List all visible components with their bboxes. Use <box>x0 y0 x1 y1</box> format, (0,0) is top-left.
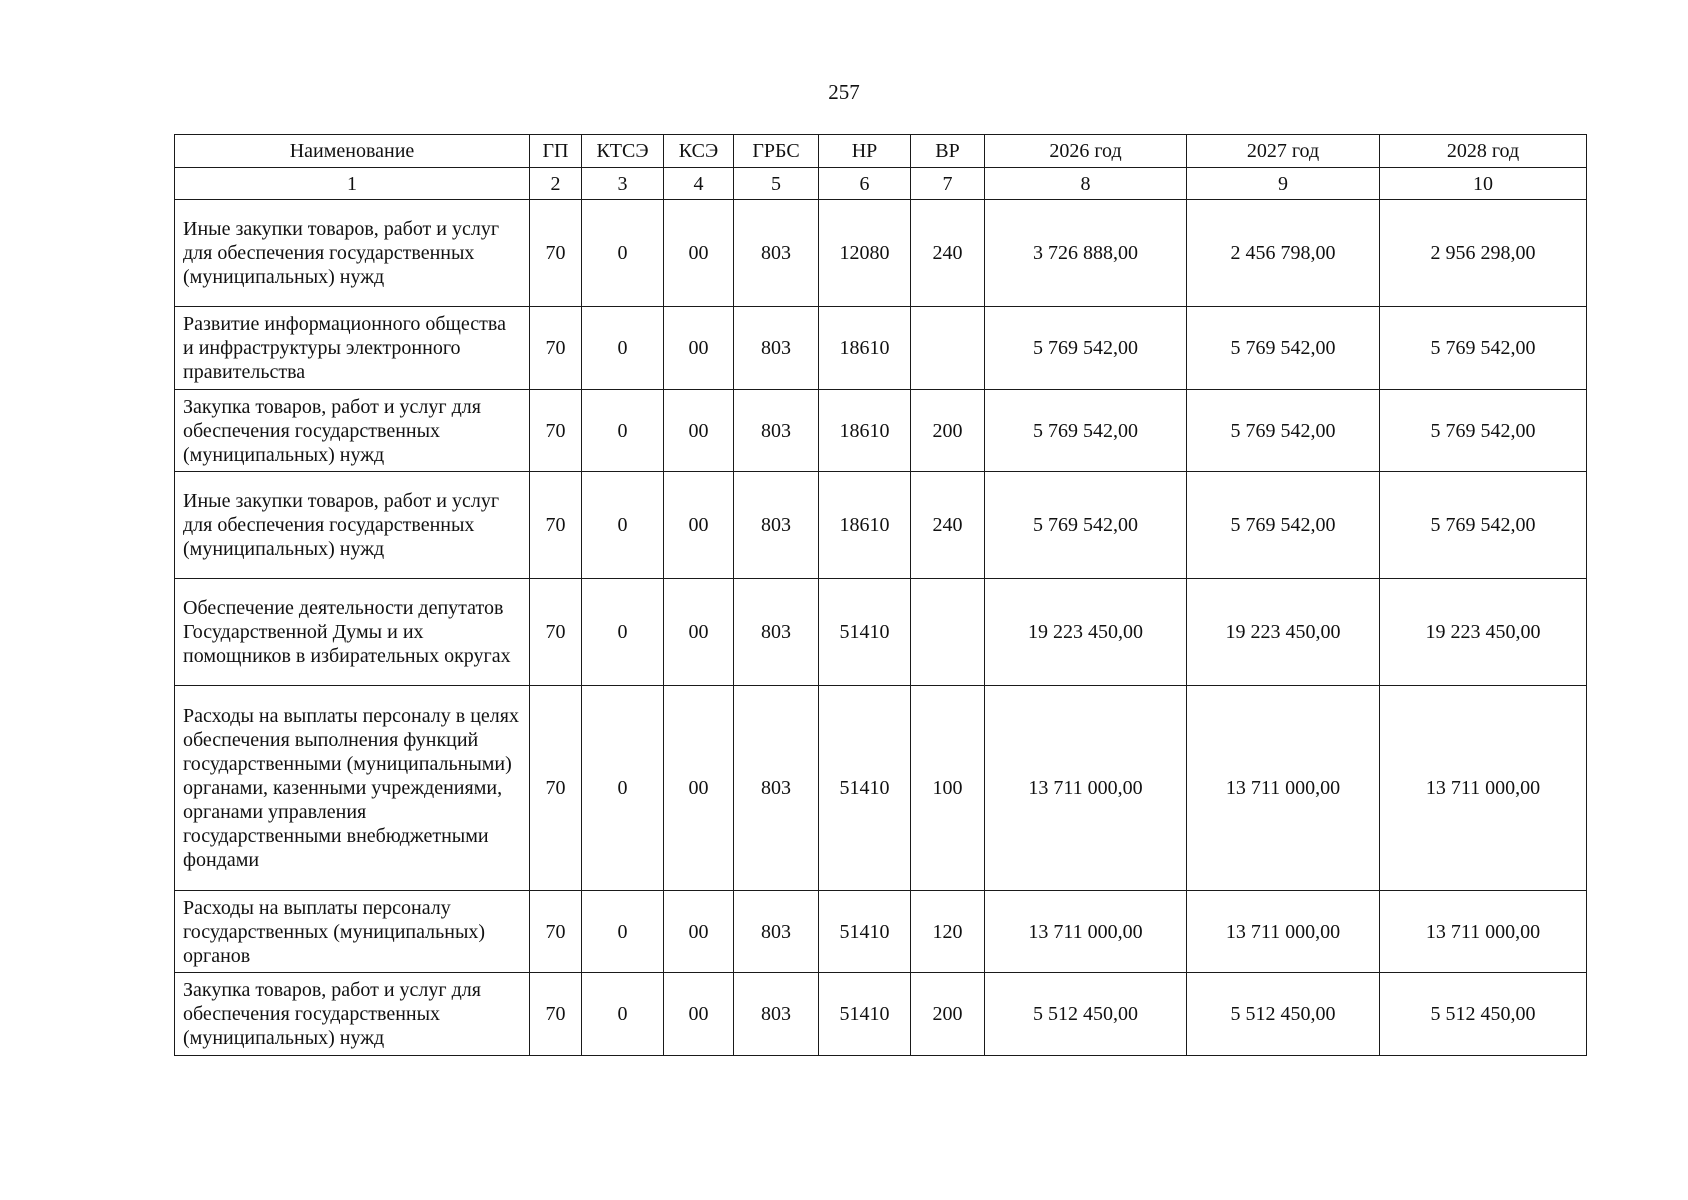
nr-cell: 12080 <box>819 200 911 307</box>
vr-cell <box>911 307 985 390</box>
nr-cell: 51410 <box>819 579 911 686</box>
column-number-cell: 10 <box>1380 168 1587 200</box>
grbs-cell: 803 <box>734 200 819 307</box>
column-number-cell: 4 <box>664 168 734 200</box>
table-row <box>175 200 1587 307</box>
grbs-cell: 803 <box>734 390 819 472</box>
header-cell-nr: НР <box>819 135 911 168</box>
amount-2027-cell: 2 456 798,00 <box>1187 200 1380 307</box>
table-row <box>175 579 1587 686</box>
amount-2028-cell: 5 512 450,00 <box>1380 973 1587 1056</box>
nr-cell: 18610 <box>819 307 911 390</box>
grbs-cell: 803 <box>734 973 819 1056</box>
nr-cell: 51410 <box>819 686 911 891</box>
vr-cell: 200 <box>911 390 985 472</box>
ktse-cell: 0 <box>582 307 664 390</box>
vr-cell <box>911 579 985 686</box>
column-number-cell: 2 <box>530 168 582 200</box>
column-number-cell: 9 <box>1187 168 1380 200</box>
amount-2026-cell: 13 711 000,00 <box>985 686 1187 891</box>
ktse-cell: 0 <box>582 579 664 686</box>
page-number: 257 <box>828 80 860 104</box>
header-cell-kse: КСЭ <box>664 135 734 168</box>
table-row <box>175 973 1587 1056</box>
gp-cell: 70 <box>530 472 582 579</box>
gp-cell: 70 <box>530 686 582 891</box>
column-number-cell: 6 <box>819 168 911 200</box>
row-name-cell: Закупка товаров, работ и услуг для обеспечения государственных (муниципальных) нужд <box>175 973 530 1056</box>
kse-cell: 00 <box>664 891 734 973</box>
amount-2027-cell: 13 711 000,00 <box>1187 891 1380 973</box>
kse-cell: 00 <box>664 579 734 686</box>
kse-cell: 00 <box>664 200 734 307</box>
vr-cell: 120 <box>911 891 985 973</box>
ktse-cell: 0 <box>582 973 664 1056</box>
column-number-cell: 8 <box>985 168 1187 200</box>
nr-cell: 18610 <box>819 390 911 472</box>
header-cell-2026: 2026 год <box>985 135 1187 168</box>
kse-cell: 00 <box>664 307 734 390</box>
budget-table <box>174 134 1587 1056</box>
amount-2026-cell: 13 711 000,00 <box>985 891 1187 973</box>
table-row <box>175 891 1587 973</box>
nr-cell: 51410 <box>819 973 911 1056</box>
amount-2026-cell: 5 769 542,00 <box>985 390 1187 472</box>
amount-2028-cell: 5 769 542,00 <box>1380 390 1587 472</box>
amount-2028-cell: 5 769 542,00 <box>1380 472 1587 579</box>
header-cell-gp: ГП <box>530 135 582 168</box>
row-name-cell: Развитие информационного общества и инфраструктуры электронного правительства <box>175 307 530 390</box>
kse-cell: 00 <box>664 472 734 579</box>
kse-cell: 00 <box>664 686 734 891</box>
ktse-cell: 0 <box>582 472 664 579</box>
grbs-cell: 803 <box>734 686 819 891</box>
row-name-cell: Расходы на выплаты персоналу в целях обеспечения выполнения функций государственными (муниципальными) органами, казенными учреждениями, органами управления государственными внебюджетными фондами <box>175 686 530 891</box>
amount-2026-cell: 5 512 450,00 <box>985 973 1187 1056</box>
row-name-cell: Расходы на выплаты персоналу государственных (муниципальных) органов <box>175 891 530 973</box>
header-cell-2027: 2027 год <box>1187 135 1380 168</box>
amount-2028-cell: 13 711 000,00 <box>1380 686 1587 891</box>
amount-2027-cell: 5 512 450,00 <box>1187 973 1380 1056</box>
amount-2027-cell: 5 769 542,00 <box>1187 307 1380 390</box>
row-name-cell: Обеспечение деятельности депутатов Государственной Думы и их помощников в избирательных округах <box>175 579 530 686</box>
table-row <box>175 307 1587 390</box>
column-number-cell: 3 <box>582 168 664 200</box>
table-row <box>175 390 1587 472</box>
row-name-cell: Иные закупки товаров, работ и услуг для обеспечения государственных (муниципальных) нужд <box>175 200 530 307</box>
amount-2026-cell: 19 223 450,00 <box>985 579 1187 686</box>
grbs-cell: 803 <box>734 307 819 390</box>
kse-cell: 00 <box>664 390 734 472</box>
kse-cell: 00 <box>664 973 734 1056</box>
header-cell-vr: ВР <box>911 135 985 168</box>
nr-cell: 18610 <box>819 472 911 579</box>
vr-cell: 100 <box>911 686 985 891</box>
gp-cell: 70 <box>530 891 582 973</box>
column-number-row <box>175 168 1587 200</box>
amount-2028-cell: 2 956 298,00 <box>1380 200 1587 307</box>
ktse-cell: 0 <box>582 891 664 973</box>
row-name-cell: Иные закупки товаров, работ и услуг для обеспечения государственных (муниципальных) нужд <box>175 472 530 579</box>
column-number-cell: 1 <box>175 168 530 200</box>
row-name-cell: Закупка товаров, работ и услуг для обеспечения государственных (муниципальных) нужд <box>175 390 530 472</box>
ktse-cell: 0 <box>582 390 664 472</box>
amount-2026-cell: 5 769 542,00 <box>985 472 1187 579</box>
vr-cell: 200 <box>911 973 985 1056</box>
amount-2028-cell: 19 223 450,00 <box>1380 579 1587 686</box>
grbs-cell: 803 <box>734 579 819 686</box>
vr-cell: 240 <box>911 200 985 307</box>
gp-cell: 70 <box>530 307 582 390</box>
header-cell-2028: 2028 год <box>1380 135 1587 168</box>
amount-2027-cell: 5 769 542,00 <box>1187 472 1380 579</box>
column-number-cell: 7 <box>911 168 985 200</box>
header-cell-name: Наименование <box>175 135 530 168</box>
amount-2027-cell: 19 223 450,00 <box>1187 579 1380 686</box>
header-row <box>175 135 1587 168</box>
grbs-cell: 803 <box>734 472 819 579</box>
table-row <box>175 686 1587 891</box>
nr-cell: 51410 <box>819 891 911 973</box>
ktse-cell: 0 <box>582 200 664 307</box>
table-row <box>175 472 1587 579</box>
amount-2028-cell: 13 711 000,00 <box>1380 891 1587 973</box>
header-cell-ktse: КТСЭ <box>582 135 664 168</box>
gp-cell: 70 <box>530 200 582 307</box>
gp-cell: 70 <box>530 579 582 686</box>
amount-2026-cell: 5 769 542,00 <box>985 307 1187 390</box>
amount-2028-cell: 5 769 542,00 <box>1380 307 1587 390</box>
vr-cell: 240 <box>911 472 985 579</box>
grbs-cell: 803 <box>734 891 819 973</box>
ktse-cell: 0 <box>582 686 664 891</box>
amount-2027-cell: 5 769 542,00 <box>1187 390 1380 472</box>
amount-2026-cell: 3 726 888,00 <box>985 200 1187 307</box>
header-cell-grbs: ГРБС <box>734 135 819 168</box>
amount-2027-cell: 13 711 000,00 <box>1187 686 1380 891</box>
gp-cell: 70 <box>530 390 582 472</box>
gp-cell: 70 <box>530 973 582 1056</box>
column-number-cell: 5 <box>734 168 819 200</box>
